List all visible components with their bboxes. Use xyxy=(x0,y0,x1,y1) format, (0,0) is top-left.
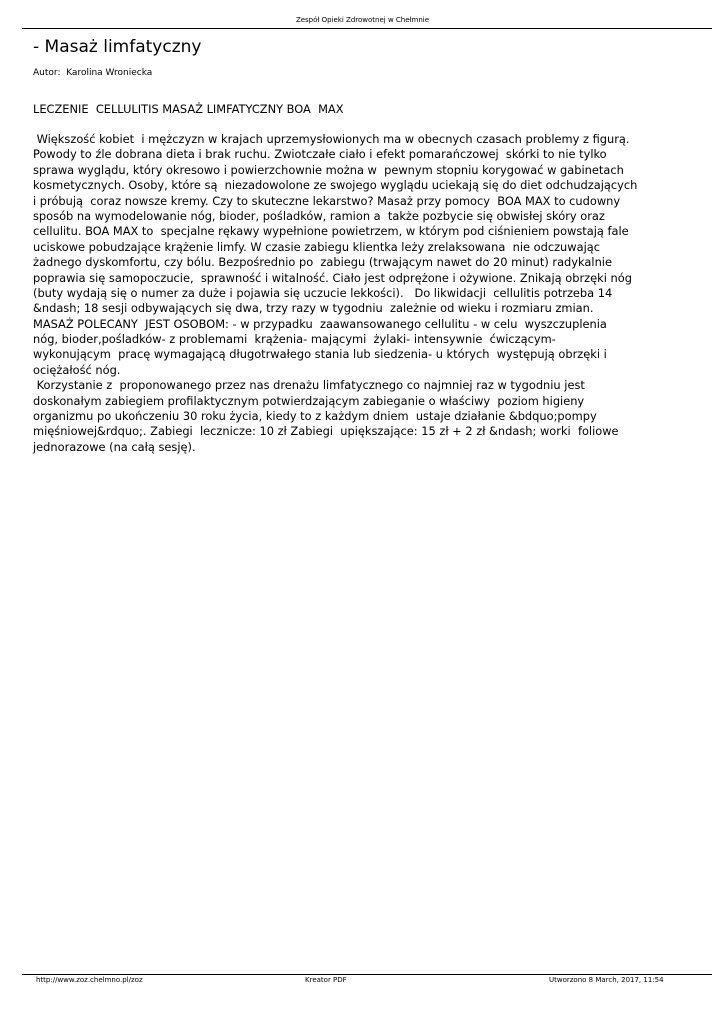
body-line: ociężałość nóg. xyxy=(33,362,121,377)
body-line: Korzystanie z proponowanego przez nas drenażu limfatycznego co najmniej raz w tygodniu jest xyxy=(33,378,585,393)
body-line: poprawia się samopoczucie, sprawność i witalność. Ciało jest odprężone i ożywione. Znikają obrzęki nóg xyxy=(33,270,632,285)
body-line: MASAŻ POLECANY JEST OSOBOM: - w przypadku zaawansowanego cellulitu - w celu wyszczuplenia xyxy=(33,316,607,331)
body-line: (buty wydają się o numer za duże i pojawia się uczucie lekkości). Do likwidacji cellulitis potrzeba 14 xyxy=(33,285,613,300)
body-line: mięśniowej&rdquo;. Zabiegi lecznicze: 10 zł Zabiegi upiększające: 15 zł + 2 zł &ndash; worki foliowe xyxy=(33,424,619,439)
header-divider xyxy=(22,28,712,29)
body-line: organizmu po ukończeniu 30 roku życia, kiedy to z każdym dniem ustaje działanie &bdquo;pompy xyxy=(33,409,597,424)
body-line: doskonałym zabiegiem profilaktycznym potwierdzającym zabieganie o właściwy poziom higieny xyxy=(33,393,585,408)
body-line: Większość kobiet i mężczyzn w krajach uprzemysłowionych ma w obecnych czasach problemy z figurą. xyxy=(33,132,630,146)
body-line: wykonującym pracę wymagającą długotrwałego stania lub siedzenia- u których występują obrzęki i xyxy=(33,347,607,362)
body-line: Powody to źle dobrana dieta i brak ruchu. Zwiotczałe ciało i efekt pomarańczowej skórki to nie tylko xyxy=(33,147,607,162)
article-author: Autor: Karolina Wroniecka xyxy=(33,68,153,78)
body-line: żadnego dyskomfortu, czy bólu. Bezpośrednio po zabiegu (trwającym nawet do 20 minut) radykalnie xyxy=(33,255,612,270)
body-line: sposób na wymodelowanie nóg, bioder, pośladków, ramion a także pozbycie się obwisłej skóry oraz xyxy=(33,208,605,223)
body-line: &ndash; 18 sesji odbywających się dwa, trzy razy w tygodniu zależnie od wieku i rozmiaru zmian. xyxy=(33,301,594,316)
footer-generator: Kreator PDF xyxy=(305,976,347,984)
page-header-organization: Zespół Opieki Zdrowotnej w Chełmnie xyxy=(295,16,430,24)
article-title: - Masaż limfatyczny xyxy=(33,37,202,57)
footer-divider xyxy=(22,974,712,975)
body-line: kosmetycznych. Osoby, które są niezadowolone ze swojego wyglądu uciekają się do diet odchudzających xyxy=(33,178,638,193)
body-line: sprawa wyglądu, który okresowo i powierzchownie można w pewnym stopniu korygować w gabinetach xyxy=(33,162,624,177)
footer-url-link[interactable]: http://www.zoz.chelmno.pl/zoz xyxy=(36,976,143,984)
body-line: nóg, bioder,pośladków- z problemami krążenia- mającymi żylaki- intensywnie ćwiczącym- xyxy=(33,332,556,347)
article-heading: LECZENIE CELLULITIS MASAŻ LIMFATYCZNY BOA MAX xyxy=(33,102,344,116)
footer-created-timestamp: Utworzono 8 March, 2017, 11:54 xyxy=(549,976,664,984)
body-line: i próbują coraz nowsze kremy. Czy to skuteczne lekarstwo? Masaż przy pomocy BOA MAX to cudowny xyxy=(33,193,621,208)
body-line: jednorazowe (na całą sesję). xyxy=(33,439,196,454)
body-line: cellulitu. BOA MAX to specjalne rękawy wypełnione powietrzem, w którym pod ciśnieniem powstają fale xyxy=(33,224,629,239)
body-line: uciskowe pobudzające krążenie limfy. W czasie zabiegu klientka leży zrelaksowana nie odczuwając xyxy=(33,239,600,254)
article-body xyxy=(33,132,723,455)
